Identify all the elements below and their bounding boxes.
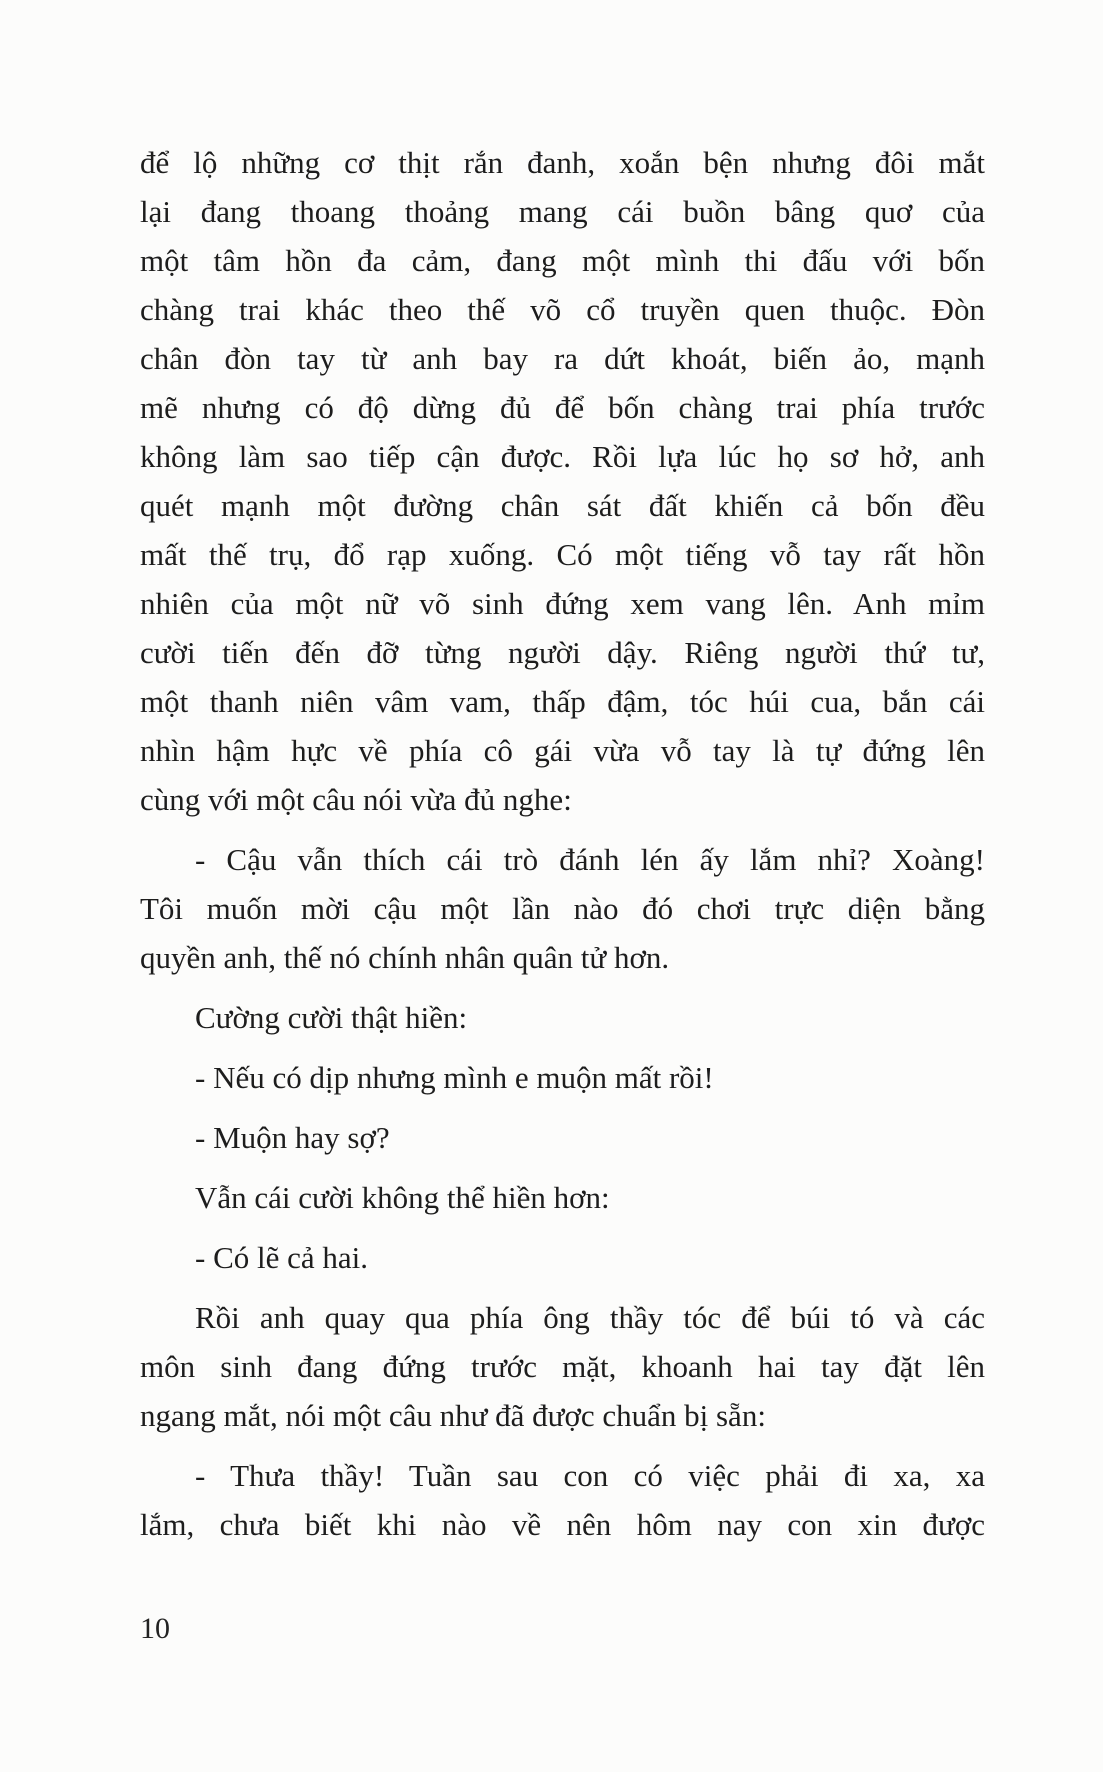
text-line: chàng trai khác theo thế võ cổ truyền quen thuộc. Đòn <box>140 292 985 327</box>
text-line: môn sinh đang đứng trước mặt, khoanh hai tay đặt lên <box>140 1349 985 1384</box>
page-text <box>140 138 985 1549</box>
text-line: một tâm hồn đa cảm, đang một mình thi đấu với bốn <box>140 243 985 278</box>
text-line: - Nếu có dịp nhưng mình e muộn mất rồi! <box>195 1060 714 1095</box>
text-line: mẽ nhưng có độ dừng đủ để bốn chàng trai phía trước <box>140 390 985 425</box>
text-line: nhìn hậm hực về phía cô gái vừa vỗ tay là tự đứng lên <box>140 733 985 768</box>
paragraph <box>140 138 985 824</box>
text-line: Tôi muốn mời cậu một lần nào đó chơi trực diện bằng <box>140 891 985 926</box>
text-line: quét mạnh một đường chân sát đất khiến cả bốn đều <box>140 488 985 523</box>
text-line: - Muộn hay sợ? <box>195 1120 390 1155</box>
paragraph <box>140 835 985 982</box>
paragraph <box>140 1451 985 1549</box>
text-line: - Thưa thầy! Tuần sau con có việc phải đi xa, xa <box>195 1458 985 1493</box>
paragraph <box>140 1173 985 1222</box>
paragraph <box>140 1053 985 1102</box>
text-line: cùng với một câu nói vừa đủ nghe: <box>140 782 572 817</box>
text-line: - Cậu vẫn thích cái trò đánh lén ấy lắm nhỉ? Xoàng! <box>195 842 985 877</box>
text-line: không làm sao tiếp cận được. Rồi lựa lúc họ sơ hở, anh <box>140 439 985 474</box>
text-line: - Có lẽ cả hai. <box>195 1240 369 1275</box>
text-line: ngang mắt, nói một câu như đã được chuẩn bị sẵn: <box>140 1398 766 1433</box>
text-line: để lộ những cơ thịt rắn đanh, xoắn bện nhưng đôi mắt <box>140 145 985 180</box>
text-line: nhiên của một nữ võ sinh đứng xem vang lên. Anh mỉm <box>140 586 985 621</box>
text-line: một thanh niên vâm vam, thấp đậm, tóc húi cua, bắn cái <box>140 684 985 719</box>
text-line: mất thế trụ, đổ rạp xuống. Có một tiếng vỗ tay rất hồn <box>140 537 985 572</box>
paragraph <box>140 993 985 1042</box>
text-line: Rồi anh quay qua phía ông thầy tóc để búi tó và các <box>195 1300 985 1335</box>
paragraph <box>140 1233 985 1282</box>
paragraph <box>140 1113 985 1162</box>
text-line: lắm, chưa biết khi nào về nên hôm nay con xin được <box>140 1507 985 1542</box>
text-line: quyền anh, thế nó chính nhân quân tử hơn. <box>140 940 670 975</box>
text-line: chân đòn tay từ anh bay ra dứt khoát, biến ảo, mạnh <box>140 341 985 376</box>
text-line: Cường cười thật hiền: <box>195 1000 468 1035</box>
text-line: Vẫn cái cười không thể hiền hơn: <box>195 1180 610 1215</box>
text-line: lại đang thoang thoảng mang cái buồn bâng quơ của <box>140 194 985 229</box>
paragraph <box>140 1293 985 1440</box>
text-line: cười tiến đến đỡ từng người dậy. Riêng người thứ tư, <box>140 635 985 670</box>
page-number: 10 <box>140 1612 170 1645</box>
